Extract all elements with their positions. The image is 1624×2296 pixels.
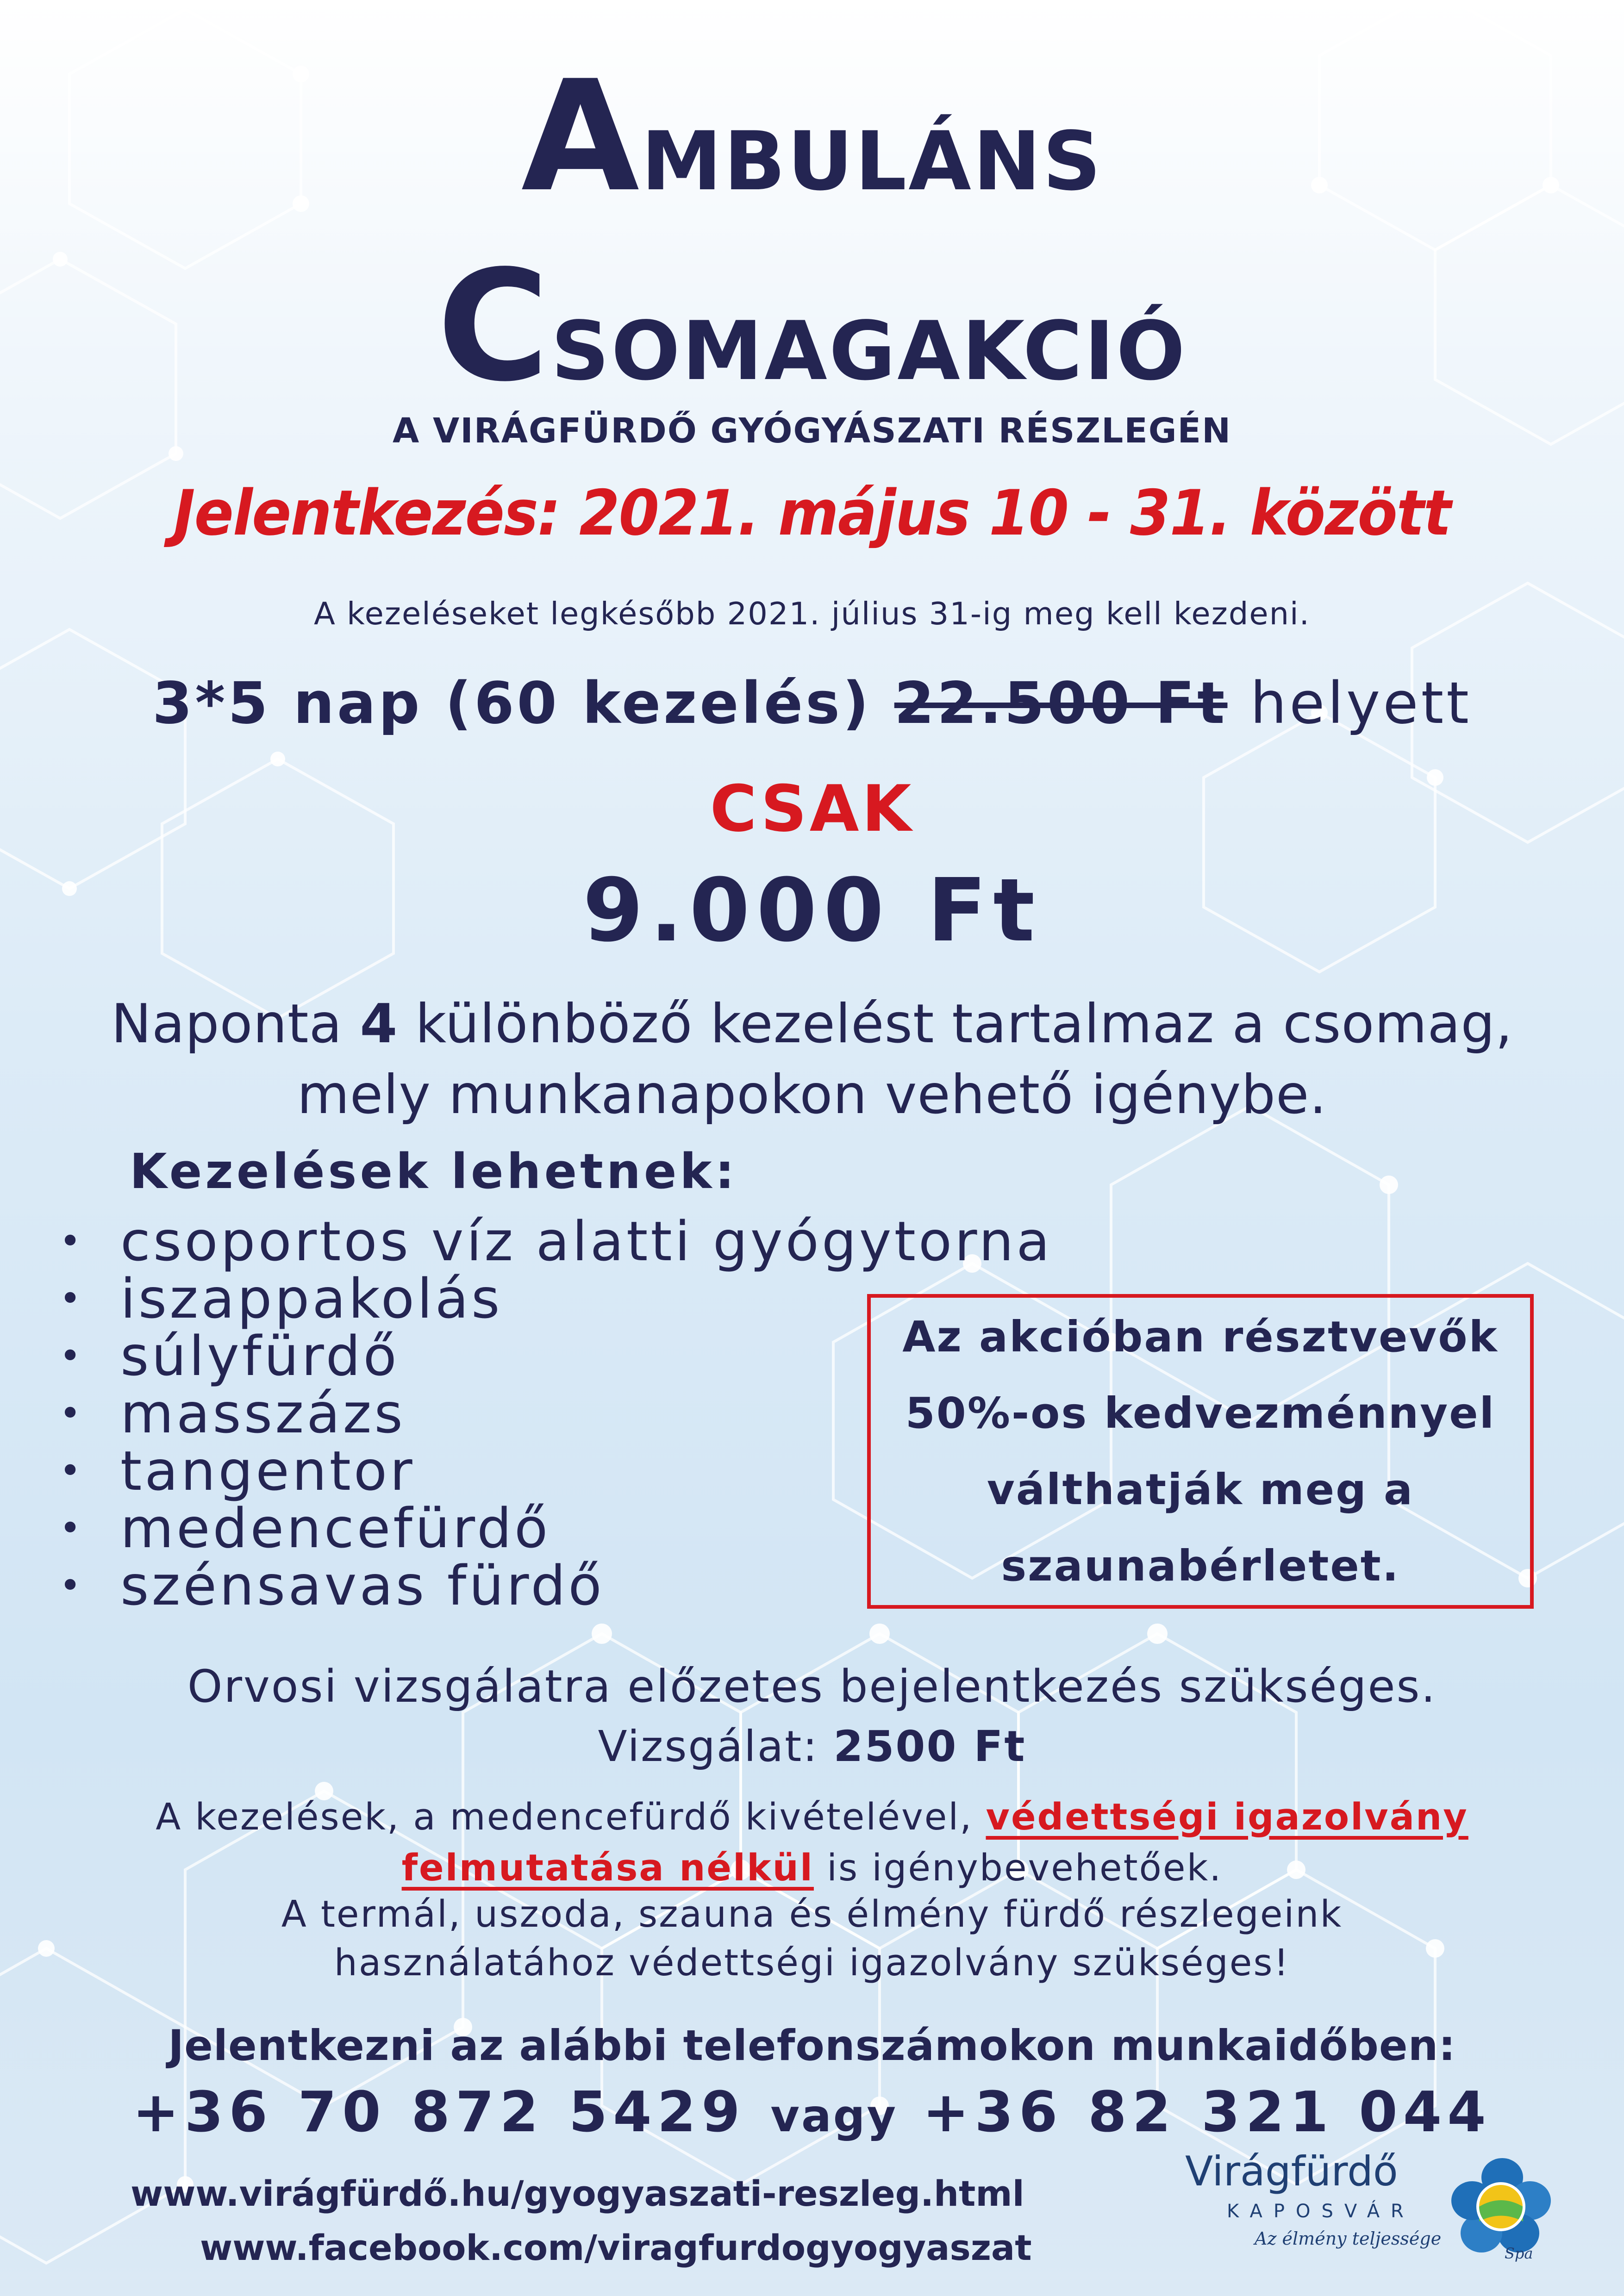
medical-exam-line-2 xyxy=(0,1722,1624,1771)
sauna-note-line: szaunabérletet. xyxy=(1001,1541,1400,1591)
treatment-label: medencefürdő xyxy=(120,1496,551,1560)
logo-city: KAPOSVÁR xyxy=(1227,2201,1415,2222)
description-text: különböző kezelést tartalmaz a csomag, xyxy=(398,993,1513,1055)
description-line-1 xyxy=(0,993,1624,1055)
bullet-icon: • xyxy=(59,1220,84,1263)
title-initial: A xyxy=(521,48,642,225)
certificate-text: is igénybevehetőek. xyxy=(813,1847,1223,1889)
treatment-label: csoportos víz alatti gyógytorna xyxy=(120,1209,1053,1273)
new-price: 9.000 Ft xyxy=(582,860,1042,961)
bullet-icon: • xyxy=(59,1506,84,1549)
bullet-icon: • xyxy=(59,1449,84,1492)
phone-number-1[interactable]: +36 70 872 5429 xyxy=(132,2080,746,2145)
logo-tagline: Az élmény teljessége xyxy=(1255,2228,1442,2249)
treatment-label: szénsavas fürdő xyxy=(120,1554,605,1618)
description-text: Naponta xyxy=(111,993,360,1055)
exam-label: Vizsgálat: xyxy=(598,1722,834,1771)
bullet-icon: • xyxy=(59,1564,84,1607)
title-rest: mbuláns xyxy=(641,82,1103,217)
sauna-discount-box xyxy=(867,1294,1534,1609)
treatment-count: 4 xyxy=(360,993,398,1055)
website-link[interactable]: www.virágfürdő.hu/gyogyaszati-reszleg.html xyxy=(131,2173,1024,2214)
treatment-label: tangentor xyxy=(120,1439,415,1503)
certificate-highlight: felmutatása nélkül xyxy=(401,1847,814,1889)
only-label: CSAK xyxy=(710,772,914,846)
certificate-text: A kezelések, a medencefürdő kivételével, xyxy=(156,1796,986,1838)
list-item xyxy=(51,1209,1053,1273)
sauna-note-line: válthatják meg a xyxy=(987,1465,1414,1514)
registration-dates: Jelentkezés: 2021. május 10 - 31. között xyxy=(173,477,1451,549)
subtitle: A VIRÁGFÜRDŐ GYÓGYÁSZATI RÉSZLEGÉN xyxy=(392,411,1232,451)
treatments-heading: Kezelések lehetnek: xyxy=(130,1143,738,1200)
treatment-label: masszázs xyxy=(120,1381,406,1445)
description-line-2: mely munkanapokon vehető igénybe. xyxy=(297,1064,1327,1126)
certificate-line-1 xyxy=(0,1796,1624,1838)
title-initial: C xyxy=(437,237,551,415)
old-price: 22.500 Ft xyxy=(894,670,1228,737)
certificate-highlight: védettségi igazolvány xyxy=(986,1796,1468,1838)
contact-heading: Jelentkezni az alábbi telefonszámokon munkaidőben: xyxy=(168,2022,1456,2070)
instead-label: helyett xyxy=(1250,670,1472,737)
sauna-note-line: Az akcióban résztvevők xyxy=(902,1312,1499,1362)
treatment-label: súlyfürdő xyxy=(120,1324,400,1388)
bullet-icon: • xyxy=(59,1334,84,1377)
start-deadline: A kezeléseket legkésőbb 2021. július 31-ig meg kell kezdeni. xyxy=(314,596,1310,632)
certificate-line-3: A termál, uszoda, szauna és élmény fürdő részlegeink xyxy=(281,1893,1343,1935)
flower-icon xyxy=(1449,2152,1555,2263)
package-label: 3*5 nap (60 kezelés) xyxy=(152,670,872,737)
page-title-line-2 xyxy=(0,237,1624,415)
medical-exam-line-1: Orvosi vizsgálatra előzetes bejelentkezés szükséges. xyxy=(187,1661,1437,1712)
bullet-icon: • xyxy=(59,1277,84,1320)
treatment-label: iszappakolás xyxy=(120,1267,503,1331)
facebook-link[interactable]: www.facebook.com/viragfurdogyogyaszat xyxy=(200,2227,1032,2268)
certificate-line-2 xyxy=(0,1847,1624,1889)
certificate-line-4: használatához védettségi igazolvány szükséges! xyxy=(334,1941,1290,1984)
sauna-note-line: 50%-os kedvezménnyel xyxy=(905,1388,1496,1438)
bullet-icon: • xyxy=(59,1392,84,1435)
phone-number-2[interactable]: +36 82 321 044 xyxy=(922,2080,1492,2145)
viragfurdo-logo xyxy=(1185,2147,1593,2286)
or-label: vagy xyxy=(770,2090,898,2142)
exam-price: 2500 Ft xyxy=(833,1722,1026,1771)
offer-line xyxy=(0,670,1624,737)
title-rest: somagakció xyxy=(551,272,1187,406)
page-title-line-1 xyxy=(0,48,1624,225)
logo-name: Virágfürdő xyxy=(1185,2147,1398,2195)
contact-phones xyxy=(0,2080,1624,2145)
logo-badge: Spa xyxy=(1505,2245,1533,2262)
